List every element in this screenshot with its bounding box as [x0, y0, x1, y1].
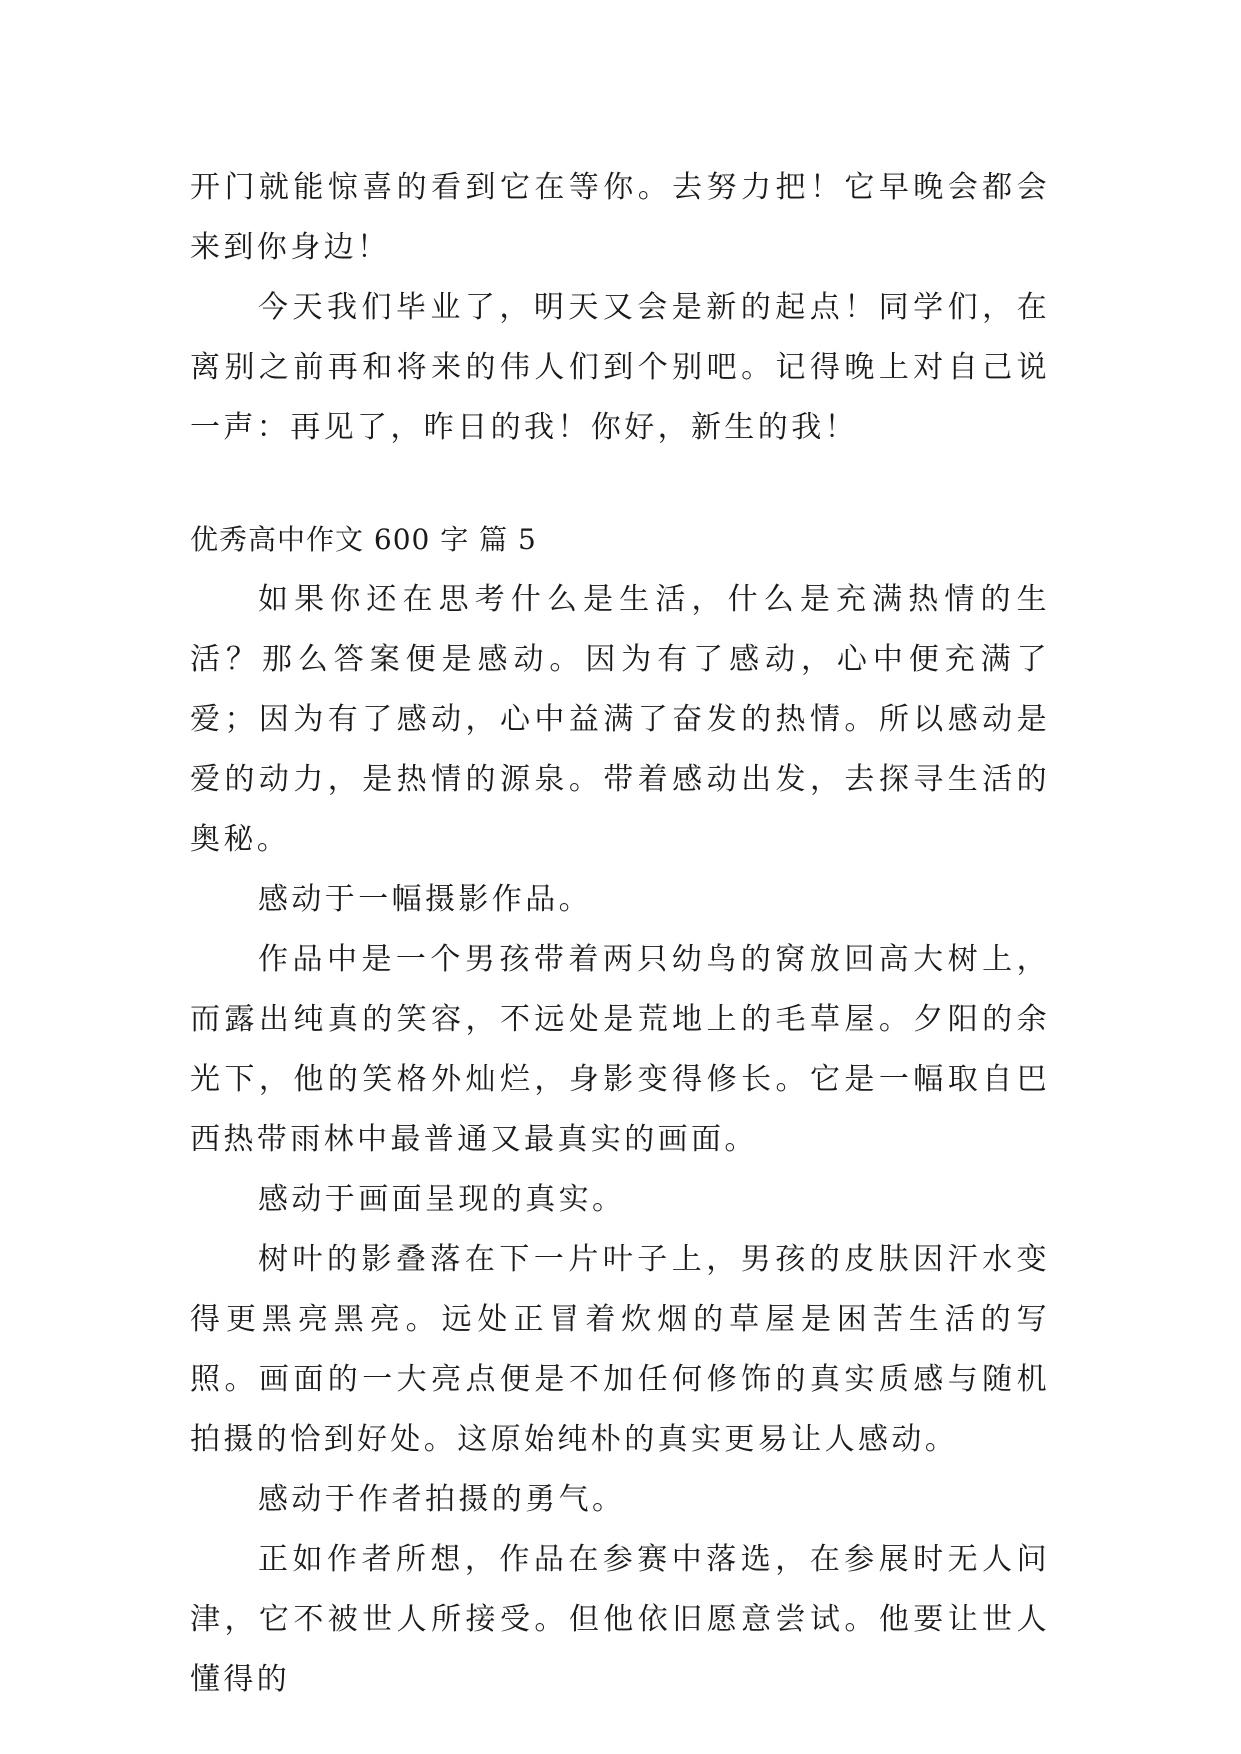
- paragraph-5: 树叶的影叠落在下一片叶子上，男孩的皮肤因汗水变得更黑亮黑亮。远处正冒着炊烟的草屋是困苦生活的写照。画面的一大亮点便是不加任何修饰的真实质感与随机拍摄的恰到好处。这原始纯朴的真实更易让人感动。: [190, 1242, 1050, 1457]
- paragraph-2: 感动于一幅摄影作品。: [258, 882, 592, 917]
- paragraph-1: 如果你还在思考什么是生活，什么是充满热情的生活？那么答案便是感动。因为有了感动，心中便充满了爱；因为有了感动，心中益满了奋发的热情。所以感动是爱的动力，是热情的源泉。带着感动出发，去探寻生活的奥秘。: [190, 582, 1050, 857]
- document-body: [190, 158, 1050, 1710]
- paragraph-3: 作品中是一个男孩带着两只幼鸟的窝放回高大树上，而露出纯真的笑容，不远处是荒地上的毛草屋。夕阳的余光下，他的笑格外灿烂，身影变得修长。它是一幅取自巴西热带雨林中最普通又最真实的画面。: [190, 942, 1050, 1157]
- paragraph-7: 正如作者所想，作品在参赛中落选，在参展时无人问津，它不被世人所接受。但他依旧愿意尝试。他要让世人懂得的: [190, 1542, 1050, 1697]
- paragraph-6: 感动于作者拍摄的勇气。: [258, 1482, 626, 1517]
- section-heading: 优秀高中作文 600 字 篇 5: [190, 523, 537, 556]
- paragraph-4: 感动于画面呈现的真实。: [258, 1182, 626, 1217]
- paragraph-continued-1: 开门就能惊喜的看到它在等你。去努力把！它早晚会都会来到你身边！: [190, 170, 1050, 265]
- paragraph-continued-2: 今天我们毕业了，明天又会是新的起点！同学们，在离别之前再和将来的伟人们到个别吧。记得晚上对自己说一声：再见了，昨日的我！你好，新生的我！: [190, 290, 1050, 445]
